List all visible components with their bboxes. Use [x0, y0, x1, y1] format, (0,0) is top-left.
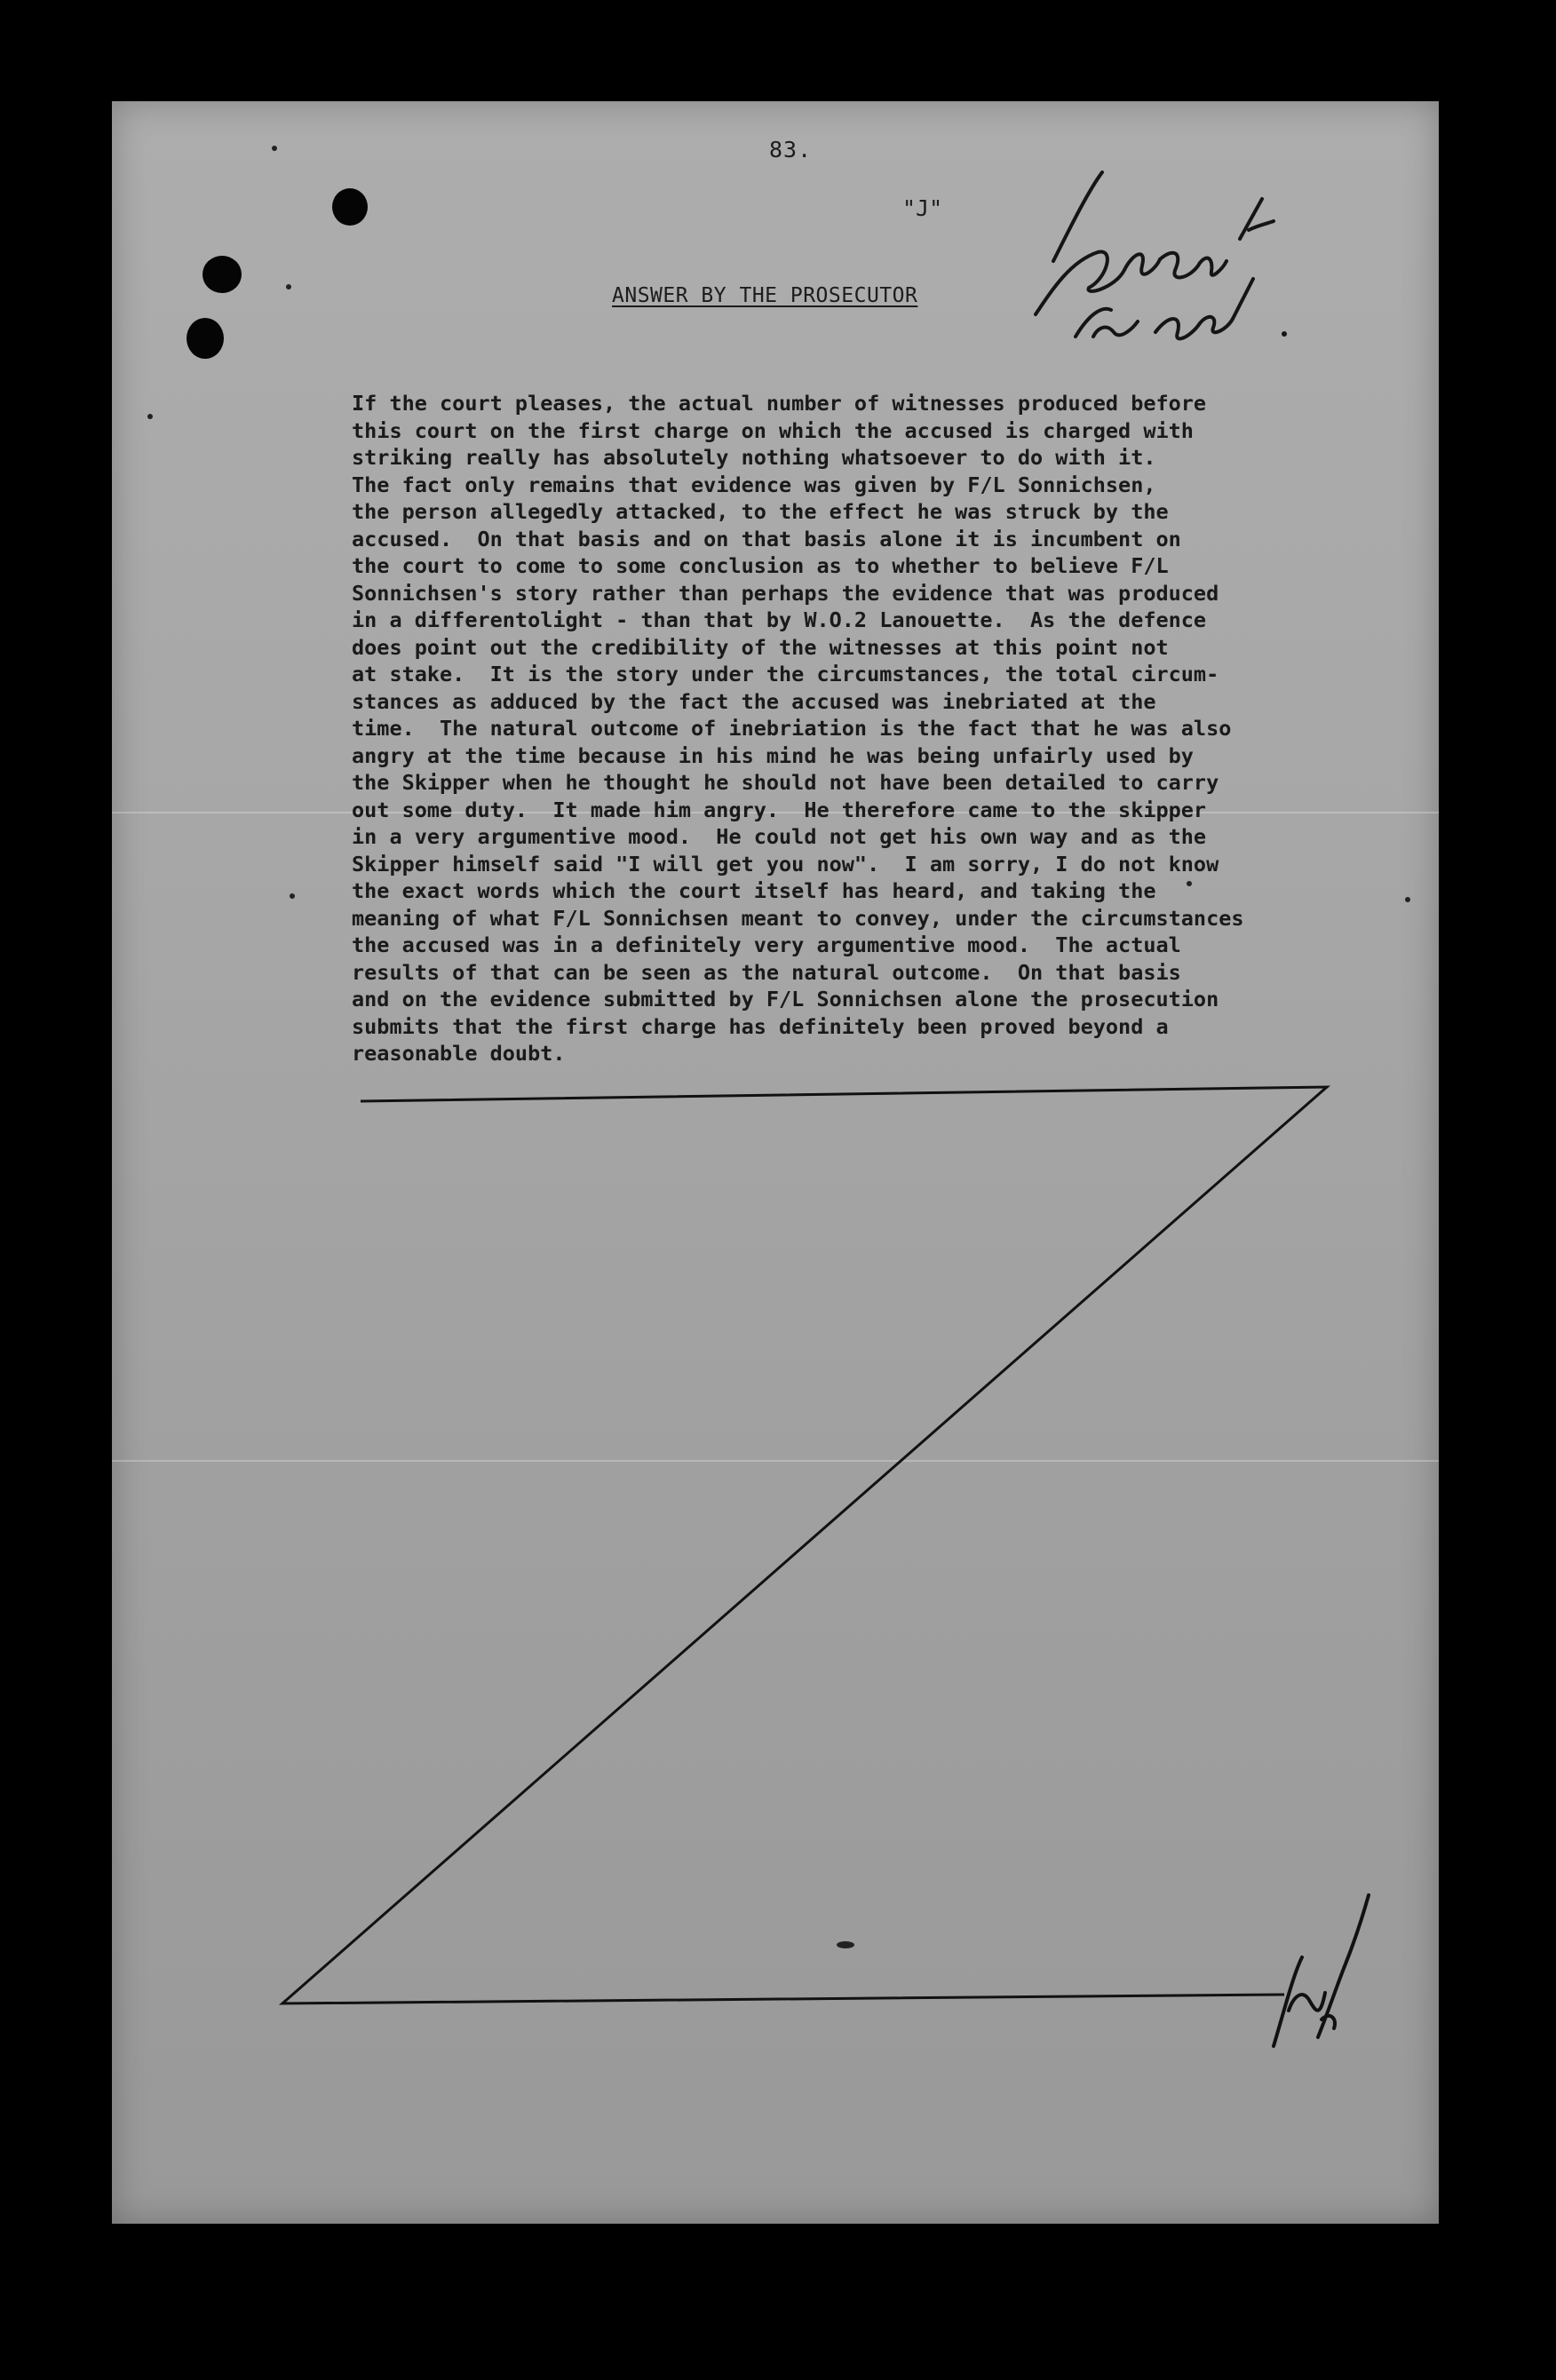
body-line: the Skipper when he thought he should not have been detailed to carry [352, 770, 1219, 795]
body-line: striking really has absolutely nothing whatsoever to do with it. [352, 445, 1156, 470]
body-line: reasonable doubt. [352, 1041, 566, 1066]
body-line: submits that the first charge has definitely been proved beyond a [352, 1013, 1169, 1039]
document-heading: ANSWER BY THE PROSECUTOR [612, 284, 918, 307]
body-line: accused. On that basis and on that basis alone it is incumbent on [352, 526, 1181, 551]
body-line: time. The natural outcome of inebriation is the fact that he was also [352, 716, 1232, 741]
body-line: stances as adduced by the fact the accused was inebriated at the [352, 688, 1156, 714]
body-line: the court to come to some conclusion as to whether to believe F/L [352, 553, 1169, 578]
body-line: Skipper himself said "I will get you now". I am sorry, I do not know [352, 851, 1219, 877]
body-line: out some duty. It made him angry. He therefore came to the skipper [352, 797, 1207, 822]
body-line: angry at the time because in his mind he was being unfairly used by [352, 742, 1194, 768]
body-line: the accused was in a definitely very argumentive mood. The actual [352, 932, 1181, 957]
body-line: meaning of what F/L Sonnichsen meant to convey, under the circumstances [352, 905, 1244, 931]
document-page [112, 101, 1439, 2224]
page-number: 83. [769, 137, 813, 163]
body-line: the exact words which the court itself has heard, and taking the [352, 878, 1156, 903]
body-line: at stake. It is the story under the circumstances, the total circum- [352, 662, 1219, 686]
body-line: results of that can be seen as the natural outcome. On that basis [352, 959, 1181, 985]
body-line: the person allegedly attacked, to the effect he was struck by the [352, 499, 1169, 524]
body-line: does point out the credibility of the witnesses at this point not [352, 634, 1169, 660]
body-line: and on the evidence submitted by F/L Sonnichsen alone the prosecution [352, 987, 1219, 1012]
body-line: in a very argumentive mood. He could not get his own way and as the [352, 824, 1207, 849]
handwritten-initials [1266, 1886, 1373, 2055]
body-line: Sonnichsen's story rather than perhaps the evidence that was produced [352, 580, 1219, 606]
exhibit-label: "J" [902, 195, 943, 221]
body-line: in a differentolight - than that by W.O.2 Lanouette. As the defence [352, 607, 1207, 632]
body-line: The fact only remains that evidence was given by F/L Sonnichsen, [352, 472, 1156, 497]
strike-through-z [112, 101, 1439, 2224]
body-line: this court on the first charge on which the accused is charged with [352, 417, 1194, 443]
body-line: If the court pleases, the actual number of witnesses produced before [352, 391, 1207, 416]
